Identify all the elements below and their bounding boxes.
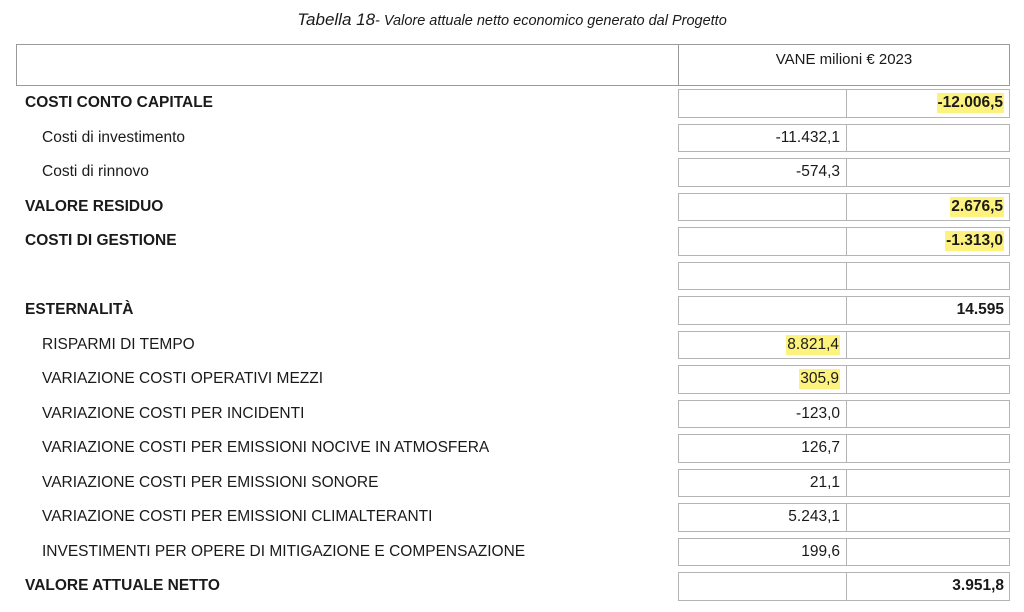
row-detail-value: -123,0 bbox=[796, 404, 840, 422]
table-row bbox=[16, 86, 1010, 121]
row-total-value: 3.951,8 bbox=[952, 577, 1004, 595]
row-detail-value: -574,3 bbox=[796, 163, 840, 181]
table-row bbox=[16, 293, 1010, 328]
vane-table bbox=[16, 44, 1010, 604]
row-label: VARIAZIONE COSTI PER EMISSIONI NOCIVE IN ATMOSFERA bbox=[42, 439, 490, 457]
row-label: VARIAZIONE COSTI PER EMISSIONI SONORE bbox=[42, 473, 379, 491]
table-row bbox=[16, 328, 1010, 363]
header-vane-label: VANE milioni € 2023 bbox=[775, 51, 913, 68]
table-row bbox=[16, 155, 1010, 190]
table-row bbox=[16, 569, 1010, 604]
table-row bbox=[16, 431, 1010, 466]
row-detail-value: 8.821,4 bbox=[787, 335, 839, 353]
row-detail-value: 5.243,1 bbox=[788, 508, 840, 526]
row-detail-value: 21,1 bbox=[809, 473, 840, 491]
row-detail-value: -11.432,1 bbox=[775, 128, 840, 146]
caption-text: - Valore attuale netto economico generato dal Progetto bbox=[375, 13, 727, 29]
row-label: VALORE RESIDUO bbox=[25, 197, 164, 215]
row-detail-value: 126,7 bbox=[801, 439, 840, 457]
row-total-value: -12.006,5 bbox=[937, 94, 1003, 112]
row-label: VARIAZIONE COSTI PER EMISSIONI CLIMALTERANTI bbox=[42, 508, 433, 526]
row-label: COSTI CONTO CAPITALE bbox=[25, 94, 214, 112]
row-label: VALORE ATTUALE NETTO bbox=[25, 577, 220, 595]
row-label: VARIAZIONE COSTI OPERATIVI MEZZI bbox=[42, 370, 324, 388]
header-label-cell bbox=[16, 44, 678, 86]
row-label: INVESTIMENTI PER OPERE DI MITIGAZIONE E COMPENSAZIONE bbox=[42, 542, 526, 560]
table-row bbox=[16, 362, 1010, 397]
row-label: RISPARMI DI TEMPO bbox=[42, 335, 195, 353]
table-row bbox=[16, 397, 1010, 432]
table-row bbox=[16, 500, 1010, 535]
caption-number: Tabella 18 bbox=[297, 10, 376, 29]
table-header-row bbox=[16, 44, 1010, 86]
table-row bbox=[16, 224, 1010, 259]
row-label: COSTI DI GESTIONE bbox=[25, 232, 177, 250]
table-row bbox=[16, 190, 1010, 225]
row-label: Costi di investimento bbox=[42, 128, 186, 146]
row-label: VARIAZIONE COSTI PER INCIDENTI bbox=[42, 404, 305, 422]
table-caption bbox=[0, 10, 1024, 30]
row-detail-value: 199,6 bbox=[801, 542, 840, 560]
table-row bbox=[16, 535, 1010, 570]
table-row bbox=[16, 466, 1010, 501]
row-label: ESTERNALITÀ bbox=[25, 301, 134, 319]
row-label: Costi di rinnovo bbox=[42, 163, 149, 181]
row-total-value: 14.595 bbox=[956, 301, 1004, 319]
header-vane-cell bbox=[678, 44, 1010, 86]
table-row-empty bbox=[16, 259, 1010, 294]
row-total-value: -1.313,0 bbox=[946, 232, 1003, 250]
row-total-value: 2.676,5 bbox=[951, 197, 1003, 215]
row-detail-value: 305,9 bbox=[800, 370, 839, 388]
table-row bbox=[16, 121, 1010, 156]
